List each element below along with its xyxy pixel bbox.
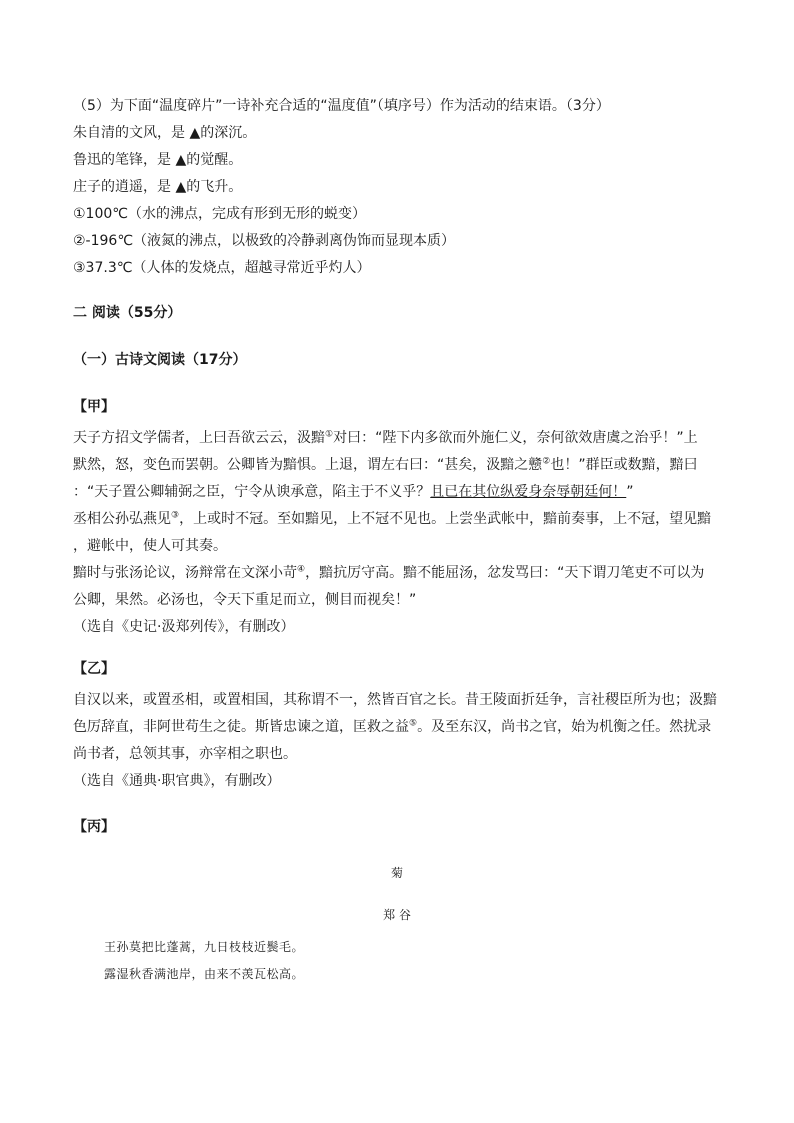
passage-yi-line-3: 尚书者，总领其事，亦宰相之职也。	[73, 746, 297, 762]
passage-yi-label: 【乙】	[73, 661, 115, 677]
passage-jia-line-3: ：“天子置公卿辅弼之臣，宁令从谀承意，陷主于不义乎？且已在其位纵爱身奈辱朝廷何！”	[73, 484, 634, 500]
poem-line-2: 露湿秋香满池岸，由来不羡瓦松高。	[104, 967, 305, 981]
option-1: ①100℃（水的沸点，完成有形到无形的蜕变）	[73, 206, 366, 222]
passage-jia-line-6: 黯时与张汤论议，汤辩常在文深小苛④，黯抗厉守高。黯不能屈汤，忿发骂曰：“天下谓刀笔吏不可以为	[73, 564, 705, 581]
question-5-prompt: （5）为下面“温度碎片”一诗补充合适的“温度值”（填序号）作为活动的结束语。（3分）	[73, 98, 610, 114]
poem-title: 菊	[390, 866, 403, 880]
underlined-sentence: 且已在其位纵爱身奈辱朝廷何！	[430, 484, 627, 500]
poem-fragment-line-1: 朱自清的文风，是 ▲的深沉。	[73, 125, 257, 141]
poem-fragment-line-3: 庄子的逍遥，是 ▲的飞升。	[73, 179, 243, 195]
passage-yi-line-2: 色厉辞直，非阿世苟生之徒。斯皆忠谏之道，匡救之益⑤。及至东汉，尚书之官，始为机衡之任。然扰录	[73, 718, 712, 735]
section-heading: 二 阅读（55分）	[73, 305, 182, 321]
option-3: ③37.3℃（人体的发烧点，超越寻常近乎灼人）	[73, 260, 371, 276]
poem-author: 郑 谷	[383, 908, 411, 922]
subsection-heading: （一）古诗文阅读（17分）	[73, 352, 247, 368]
poem-fragment-line-2: 鲁迅的笔锋，是 ▲的觉醒。	[73, 152, 243, 168]
poem-line-1: 王孙莫把比蓬蒿，九日枝枝近鬓毛。	[104, 940, 305, 954]
passage-yi-source: （选自《通典·职官典》，有删改）	[73, 773, 281, 789]
passage-jia-line-2: 默然，怒，变色而罢朝。公卿皆为黯惧。上退，谓左右曰：“甚矣，汲黯之戆②也！”群臣或数黯，黯曰	[73, 456, 698, 473]
passage-yi-line-1: 自汉以来，或置丞相，或置相国，其称谓不一，然皆百官之长。昔王陵面折廷争，言社稷臣所为也；汲黯	[73, 692, 717, 708]
passage-bing-label: 【丙】	[73, 819, 115, 835]
passage-jia-source: （选自《史记·汲郑列传》，有删改）	[73, 619, 295, 635]
option-2: ②-196℃（液氮的沸点，以极致的冷静剥离伪饰而显现本质）	[73, 233, 456, 249]
passage-jia-line-7: 公卿，果然。必汤也，令天下重足而立，侧目而视矣！”	[73, 592, 417, 608]
passage-jia-line-4: 丞相公孙弘燕见③，上或时不冠。至如黯见，上不冠不见也。上尝坐武帐中，黯前奏事，上不冠，望见黯	[73, 510, 712, 527]
passage-jia-line-1: 天子方招文学儒者，上曰吾欲云云，汲黯①对曰：“陛下内多欲而外施仁义，奈何欲效唐虞之治乎！”上	[73, 429, 698, 446]
passage-jia-line-5: ，避帐中，使人可其奏。	[73, 538, 227, 554]
passage-jia-label: 【甲】	[73, 399, 115, 415]
